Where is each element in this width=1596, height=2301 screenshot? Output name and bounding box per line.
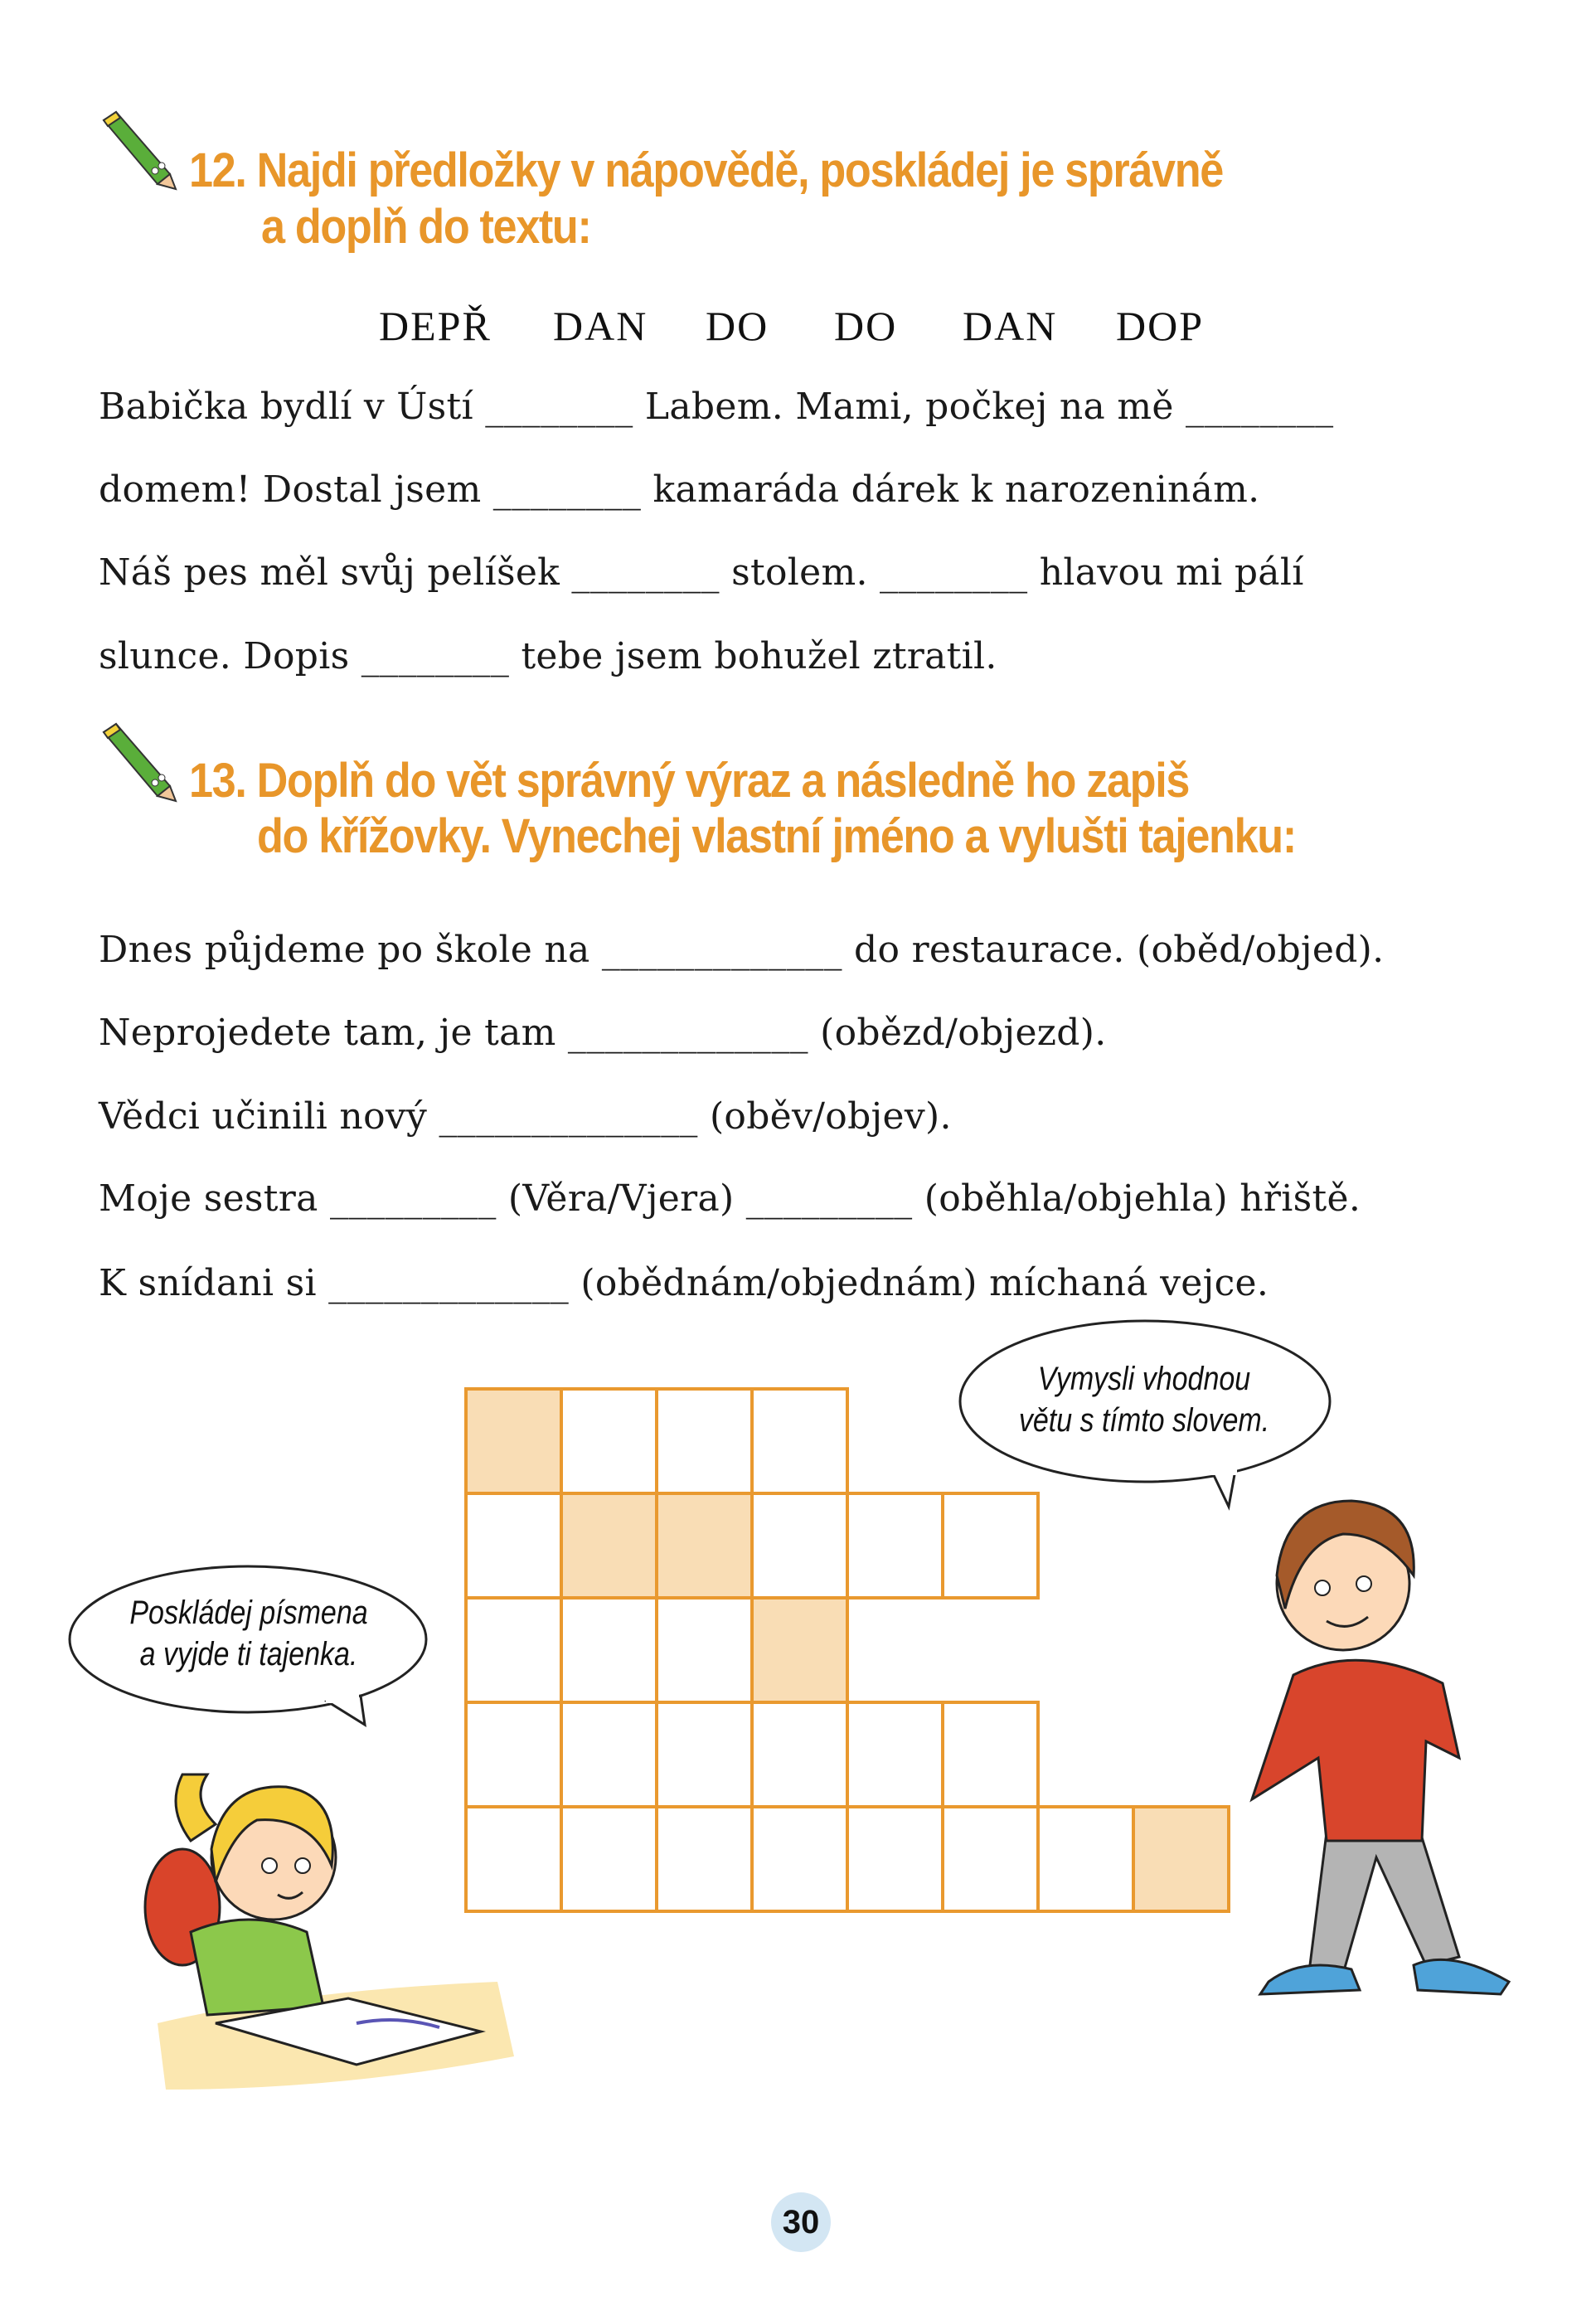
girl-writing-illustration — [133, 1741, 531, 2123]
exercise-13-sentence: Vědci učinili nový ______________ (oběv/objev). — [99, 1095, 952, 1138]
speech-bubble-right-text — [997, 1358, 1293, 1441]
hint-word: DOP — [1116, 303, 1205, 349]
crossword-cell[interactable] — [464, 1492, 563, 1600]
exercise-13-heading-line1: 13. Doplň do vět správný výraz a následně ho zapiš — [189, 754, 1190, 808]
crossword-cell-secret[interactable] — [560, 1492, 658, 1600]
crossword-cell[interactable] — [846, 1701, 944, 1808]
crossword-cell-secret[interactable] — [655, 1492, 754, 1600]
crossword-cell[interactable] — [560, 1701, 658, 1808]
exercise-13-sentence: Moje sestra _________ (Věra/Vjera) _________ (oběhla/objehla) hřiště. — [99, 1177, 1361, 1220]
crossword-cell-secret[interactable] — [1132, 1805, 1230, 1913]
crossword-cell[interactable] — [750, 1387, 849, 1495]
speech-bubble-left-text — [101, 1592, 397, 1675]
bubble-line: a vyjde ti tajenka. — [139, 1636, 358, 1672]
bubble-line: Vymysli vhodnou — [1037, 1361, 1251, 1397]
crossword-cell[interactable] — [655, 1387, 754, 1495]
hint-word: DAN — [963, 303, 1058, 349]
bubble-line: Poskládej písmena — [129, 1595, 368, 1631]
crossword-cell[interactable] — [750, 1492, 849, 1600]
exercise-13-sentence: K snídani si _____________ (obědnám/objednám) míchaná vejce. — [99, 1262, 1269, 1304]
bubble-line: větu s tímto slovem. — [1018, 1402, 1270, 1439]
exercise-12-heading-line1: 12. Najdi předložky v nápovědě, poskládej je správně — [189, 143, 1223, 197]
crossword-cell[interactable] — [655, 1596, 754, 1704]
exercise-12-heading-line2: a doplň do textu: — [261, 200, 591, 254]
crossword-cell-secret[interactable] — [750, 1596, 849, 1704]
crossword-cell[interactable] — [750, 1805, 849, 1913]
page-number: 30 — [771, 2192, 831, 2252]
crossword-cell[interactable] — [1036, 1805, 1135, 1913]
exercise-12-text-line: Náš pes měl svůj pelíšek ________ stolem. ________ hlavou mi pálí — [99, 551, 1304, 594]
exercise-12-text-line: domem! Dostal jsem ________ kamaráda dárek k narozeninám. — [99, 468, 1260, 511]
pencil-icon — [95, 108, 178, 191]
exercise-12-text-line: Babička bydlí v Ústí ________ Labem. Mami, počkej na mě ________ — [99, 386, 1334, 428]
crossword-cell[interactable] — [560, 1805, 658, 1913]
exercise-13-sentence: Dnes půjdeme po škole na _____________ do restaurace. (oběd/objed). — [99, 929, 1385, 971]
boy-illustration — [1227, 1484, 1542, 2032]
pencil-icon — [95, 720, 178, 803]
exercise-13-heading-line2: do křížovky. Vynechej vlastní jméno a vylušti tajenku: — [257, 809, 1296, 863]
crossword-cell[interactable] — [560, 1596, 658, 1704]
exercise-13-sentence: Neprojedete tam, je tam _____________ (obězd/objezd). — [99, 1012, 1107, 1054]
hint-word: DEPŘ — [379, 303, 492, 349]
crossword-cell[interactable] — [941, 1701, 1040, 1808]
crossword-cell[interactable] — [560, 1387, 658, 1495]
exercise-12-text-line: slunce. Dopis ________ tebe jsem bohužel ztratil. — [99, 635, 997, 677]
hint-word: DO — [706, 303, 769, 349]
crossword-cell-secret[interactable] — [464, 1387, 563, 1495]
crossword-cell[interactable] — [655, 1701, 754, 1808]
crossword-cell[interactable] — [846, 1492, 944, 1600]
crossword-cell[interactable] — [846, 1805, 944, 1913]
crossword-cell[interactable] — [941, 1805, 1040, 1913]
crossword-cell[interactable] — [655, 1805, 754, 1913]
hint-word: DO — [834, 303, 898, 349]
crossword-cell[interactable] — [750, 1701, 849, 1808]
crossword-cell[interactable] — [464, 1596, 563, 1704]
hint-word: DAN — [553, 303, 648, 349]
